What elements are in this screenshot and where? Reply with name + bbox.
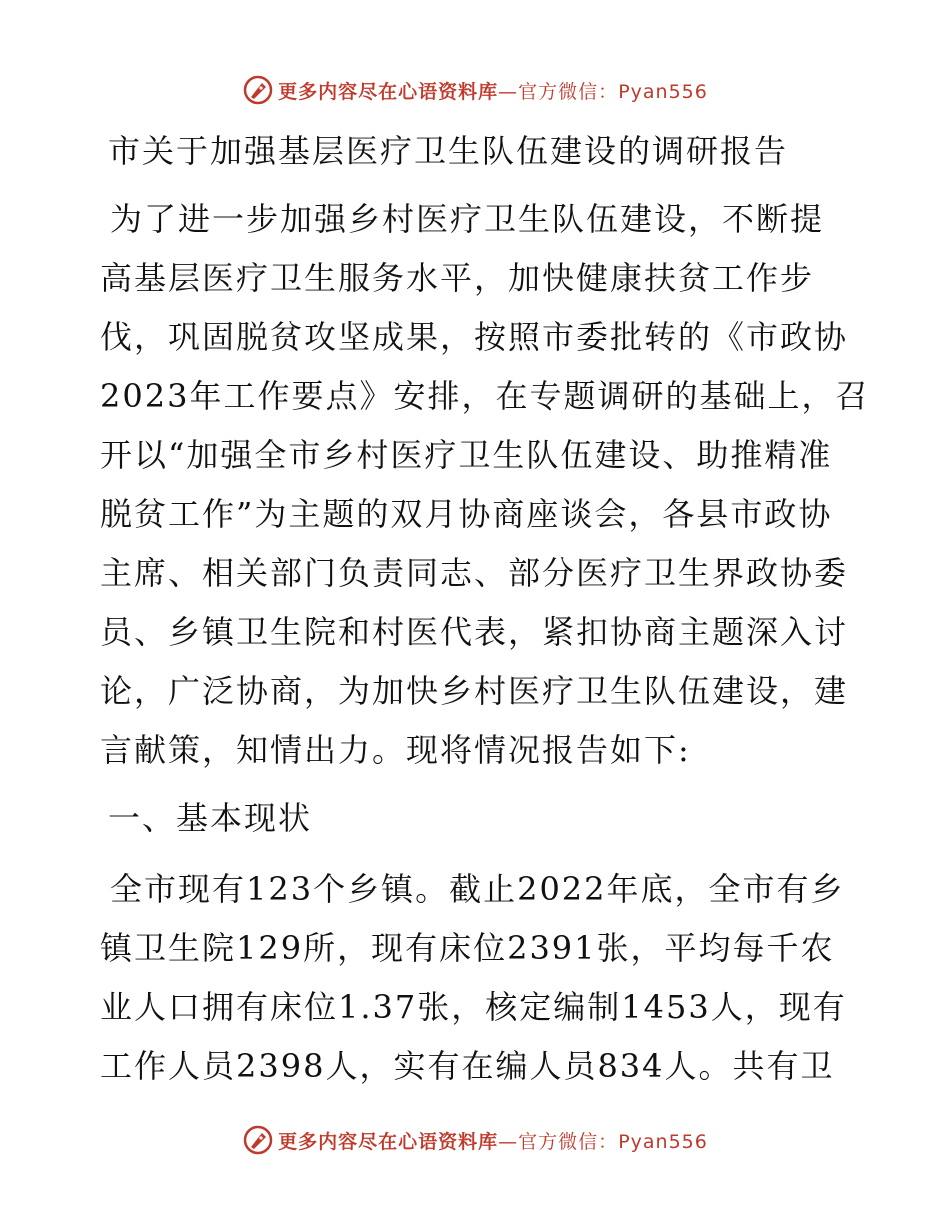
watermark-brand: 更多内容尽在心语资料库 xyxy=(278,80,499,103)
paragraph-line: 2023年工作要点》安排，在专题调研的基础上，召 xyxy=(100,377,870,415)
watermark-wechat-id: Pyan556 xyxy=(618,1130,708,1153)
paragraph-line: 业人口拥有床位1.37张，核定编制1453人，现有 xyxy=(100,988,847,1026)
watermark-text xyxy=(278,77,708,104)
paragraph-line: 高基层医疗卫生服务水平，加快健康扶贫工作步 xyxy=(100,259,815,297)
paragraph-line: 脱贫工作”为主题的双月协商座谈会，各县市政协 xyxy=(100,495,833,533)
paragraph-line: 伐，巩固脱贫攻坚成果，按照市委批转的《市政协 xyxy=(100,318,849,356)
watermark-banner-top xyxy=(0,68,950,112)
paragraph-line: 主席、相关部门负责同志、部分医疗卫生界政协委 xyxy=(100,554,849,592)
watermark-brand: 更多内容尽在心语资料库 xyxy=(278,1130,499,1153)
paragraph-line: 论，广泛协商，为加快乡村医疗卫生队伍建设，建 xyxy=(100,672,849,710)
document-title: 市关于加强基层医疗卫生队伍建设的调研报告 xyxy=(108,132,789,170)
watermark-dash: — xyxy=(498,80,519,103)
intro-paragraph xyxy=(100,190,870,780)
watermark-wechat-id: Pyan556 xyxy=(618,80,708,103)
paragraph-line: 工作人员2398人，实有在编人员834人。共有卫 xyxy=(100,1047,835,1085)
pen-nib-logo-icon xyxy=(242,74,274,106)
watermark-text xyxy=(278,1127,708,1154)
watermark-dash: — xyxy=(498,1130,519,1153)
watermark-wechat-label: 官方微信： xyxy=(518,1130,619,1153)
paragraph-line: 言献策，知情出力。现将情况报告如下: xyxy=(100,731,691,769)
paragraph-line: 全市现有123个乡镇。截止2022年底，全市有乡 xyxy=(110,870,845,908)
watermark-banner-bottom xyxy=(0,1118,950,1162)
watermark-wechat-label: 官方微信： xyxy=(518,80,619,103)
pen-nib-logo-icon xyxy=(242,1124,274,1156)
section-heading: 一、基本现状 xyxy=(108,799,313,837)
paragraph-line: 员、乡镇卫生院和村医代表，紧扣协商主题深入讨 xyxy=(100,613,849,651)
paragraph-line: 镇卫生院129所，现有床位2391张，平均每千农 xyxy=(100,929,835,967)
paragraph-line: 为了进一步加强乡村医疗卫生队伍建设，不断提 xyxy=(110,200,825,238)
paragraph-line: 开以“加强全市乡村医疗卫生队伍建设、助推精准 xyxy=(100,436,833,474)
status-paragraph xyxy=(100,860,850,1096)
